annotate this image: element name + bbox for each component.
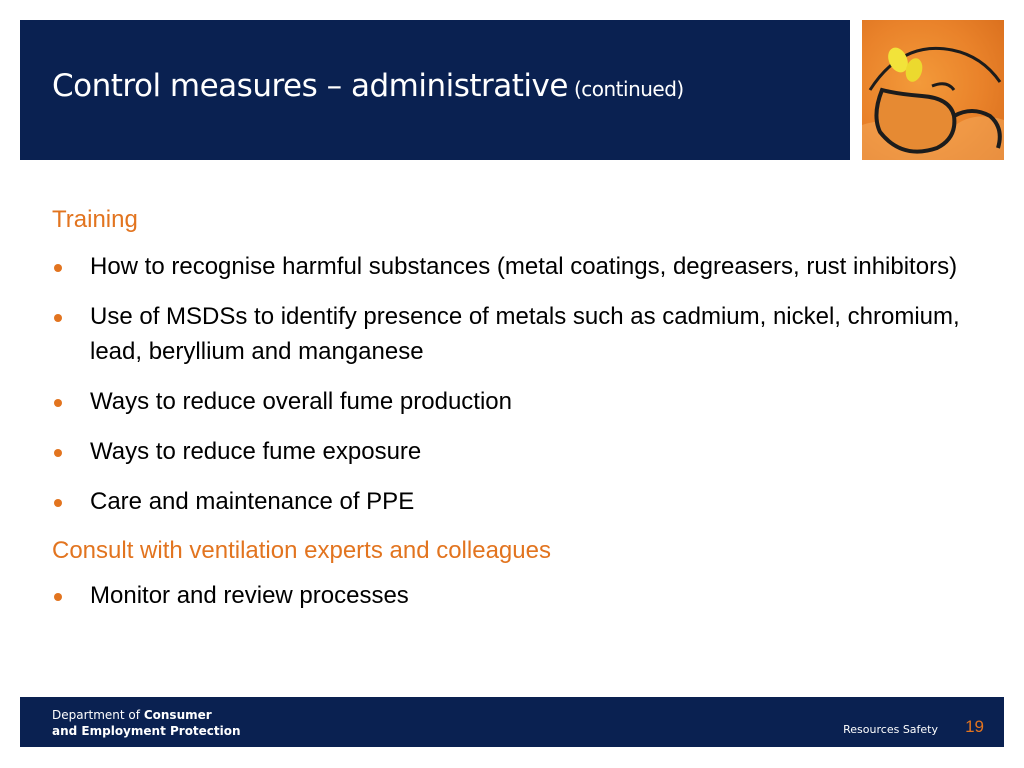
bullet-text: Care and maintenance of PPE (90, 488, 415, 515)
safety-equipment-photo (862, 20, 1004, 160)
bullet-item (52, 249, 992, 284)
safety-glasses-earplugs-icon (862, 20, 1004, 160)
page-number: 19 (965, 717, 984, 736)
bullet-text: Ways to reduce overall fume production (90, 388, 512, 415)
slide-title (52, 68, 684, 104)
bullet-item (52, 578, 992, 613)
dept-bold-line2: and Employment Protection (52, 724, 241, 738)
slide-title-text: Control measures – administrative (52, 68, 568, 104)
bullet-dot-icon (54, 449, 62, 457)
bullet-text: How to recognise harmful substances (metal coatings, degreasers, rust inhibitors) (90, 253, 958, 280)
bullet-dot-icon (54, 593, 62, 601)
section-heading-training: Training (52, 206, 138, 233)
bullet-text: Monitor and review processes (90, 582, 409, 609)
bullet-dot-icon (54, 314, 62, 322)
slide-title-suffix: (continued) (573, 77, 684, 101)
section-heading-consult: Consult with ventilation experts and colleagues (52, 537, 551, 564)
bullet-dot-icon (54, 399, 62, 407)
bullet-dot-icon (54, 499, 62, 507)
dept-bold-line1: Consumer (143, 708, 212, 722)
training-bullet-list (52, 249, 992, 519)
slide-content (52, 203, 992, 628)
bullet-item (52, 484, 992, 519)
bullet-item (52, 384, 992, 419)
consult-bullet-list (52, 578, 992, 613)
department-name (52, 707, 241, 739)
bullet-item (52, 434, 992, 469)
bullet-item (52, 299, 992, 369)
bullet-text: Use of MSDSs to identify presence of metals such as cadmium, nickel, chromium, lead, beryllium and manganese (90, 303, 960, 365)
division-name: Resources Safety (843, 723, 938, 736)
bullet-text: Ways to reduce fume exposure (90, 438, 422, 465)
footer-banner (20, 697, 1004, 747)
dept-prefix: Department of (52, 708, 140, 722)
bullet-dot-icon (54, 264, 62, 272)
